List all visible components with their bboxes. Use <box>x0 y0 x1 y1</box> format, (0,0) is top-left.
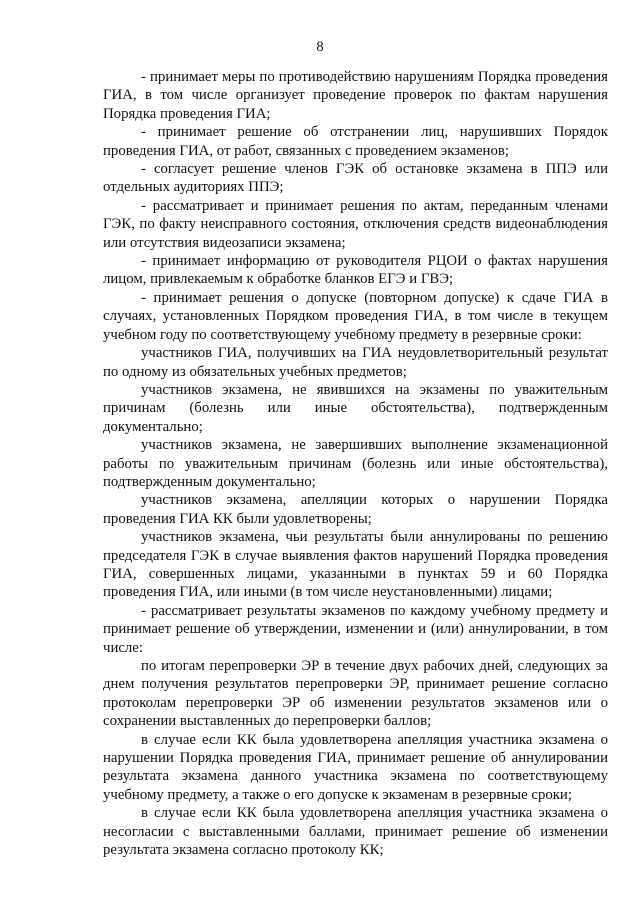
paragraph: - рассматривает и принимает решения по актам, переданным членами ГЭК, по факту неисправного состояния, отключения средств видеонаблюдения или отсутствия видеозаписи экзамена; <box>103 197 608 251</box>
paragraph: участников экзамена, чьи результаты были аннулированы по решению председателя ГЭК в случае выявления фактов нарушений Порядка проведения ГИА, совершенных лицами, указанными в пунктах 59 и 60 Порядка проведения ГИА, или иными (в том числе неустановленными) лицами; <box>103 529 608 601</box>
page-number: 8 <box>316 39 324 55</box>
paragraph: участников экзамена, не завершивших выполнение экзаменационной работы по уважительным причинам (болезнь или иные обстоятельства), подтвержденным документально; <box>103 437 608 490</box>
paragraph: участников ГИА, получивших на ГИА неудовлетворительный результат по одному из обязательных учебных предметов; <box>103 345 608 380</box>
paragraph: - принимает решение об отстранении лиц, нарушивших Порядок проведения ГИА, от работ, связанных с проведением экзаменов; <box>103 124 608 159</box>
paragraph: в случае если КК была удовлетворена апелляция участника экзамена о несогласии с выставленными баллами, принимает решение об изменении результата экзамена согласно протоколу КК; <box>103 805 608 859</box>
paragraph: по итогам перепроверки ЭР в течение двух рабочих дней, следующих за днем получения результатов перепроверки ЭР, принимает решение согласно протоколам перепроверки ЭР об изменении результатов экзаменов или о сохранении выставленных до перепроверки баллов; <box>103 658 608 730</box>
paragraph: - принимает решения о допуске (повторном допуске) к сдаче ГИА в случаях, установленных Порядком проведения ГИА, в том числе в текущем учебном году по соответствующему учебному предмету в резервные сроки: <box>103 289 608 343</box>
paragraph: - согласует решение членов ГЭК об остановке экзамена в ППЭ или отдельных аудиториях ППЭ; <box>103 161 608 196</box>
paragraph: - принимает информацию от руководителя РЦОИ о фактах нарушения лицом, привлекаемым к обработке бланков ЕГЭ и ГВЭ; <box>103 253 608 288</box>
paragraph: участников экзамена, не явившихся на экзамены по уважительным причинам (болезнь или иные обстоятельства), подтвержденным документально; <box>103 381 608 435</box>
paragraph: участников экзамена, апелляции которых о нарушении Порядка проведения ГИА КК были удовлетворены; <box>103 492 608 527</box>
paragraph: - принимает меры по противодействию нарушениям Порядка проведения ГИА, в том числе организует проведение проверок по фактам нарушения Порядка проведения ГИА; <box>103 69 608 122</box>
paragraph: - рассматривает результаты экзаменов по каждому учебному предмету и принимает решение об утверждении, изменении и (или) аннулировании, в том числе: <box>103 602 608 656</box>
paragraph: в случае если КК была удовлетворена апелляция участника экзамена о нарушении Порядка проведения ГИА, принимает решение об аннулировании результата экзамена данного участника экзамена по соответствующему учебному предмету, а также о его допуске к экзаменам в резервные сроки; <box>103 731 608 803</box>
document-body <box>103 68 608 859</box>
